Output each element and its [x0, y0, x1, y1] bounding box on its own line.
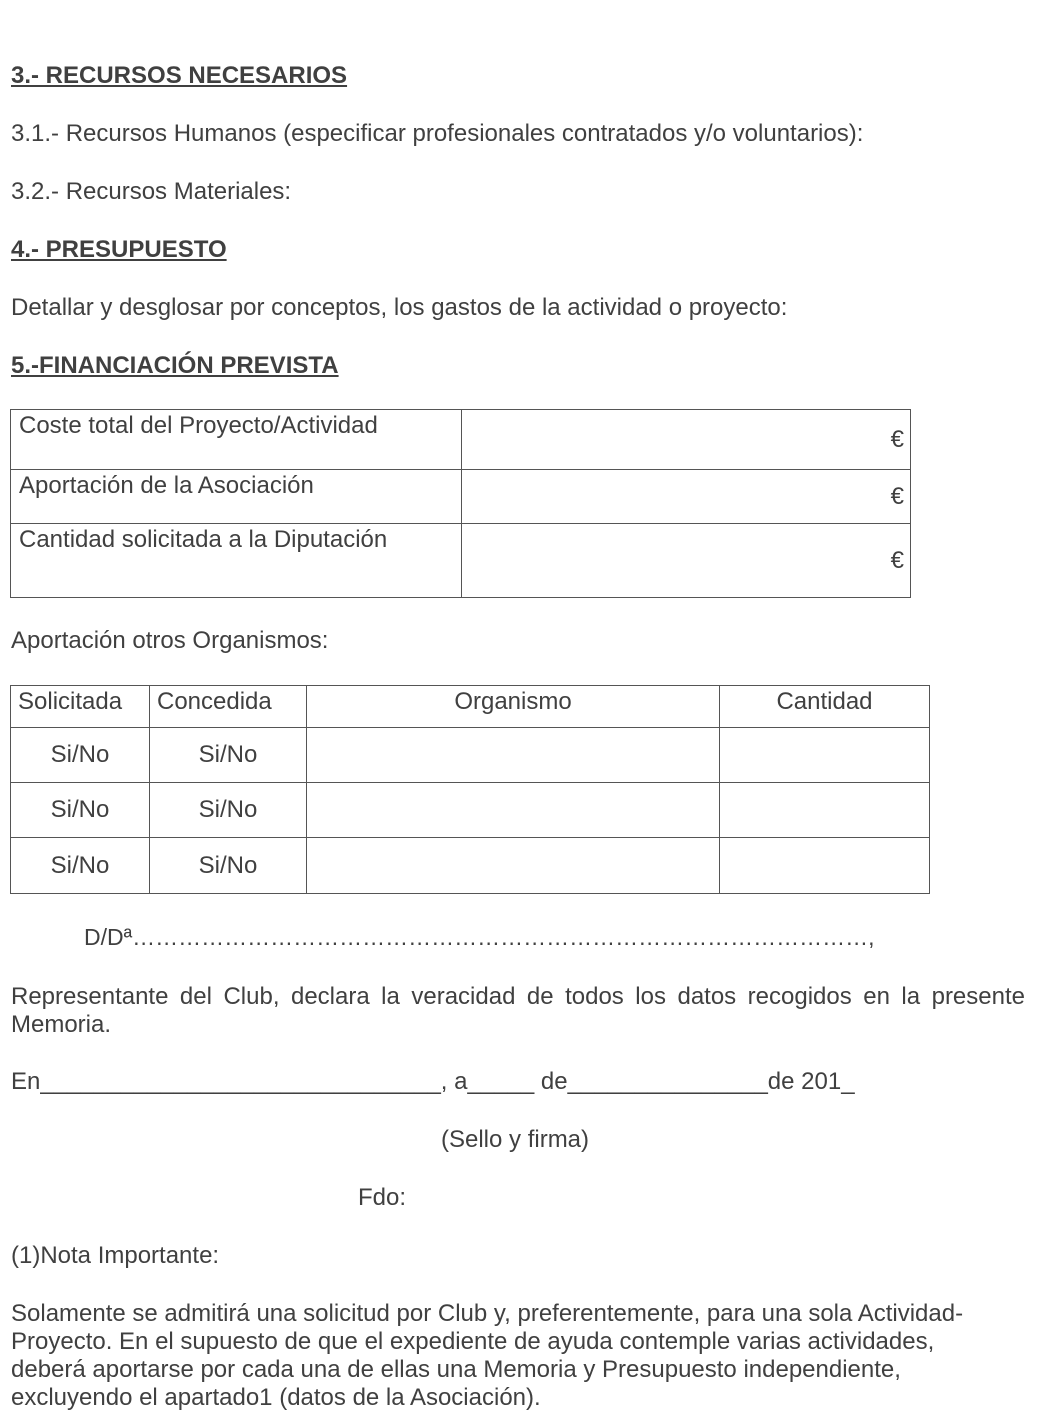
- financing-label: Aportación de la Asociación: [11, 470, 462, 524]
- section-3-2-text: 3.2.- Recursos Materiales:: [11, 178, 292, 205]
- euro-symbol: €: [890, 425, 904, 453]
- financing-table: [10, 409, 911, 598]
- note-title: (1)Nota Importante:: [11, 1242, 220, 1269]
- place-date-line: En______________________________, a_____ de_______________de 201_: [11, 1068, 855, 1095]
- financing-label: Cantidad solicitada a la Diputación: [11, 524, 462, 598]
- euro-symbol: €: [890, 482, 904, 510]
- name-line: D/Dª……………………………………………………………………………………,: [84, 924, 875, 950]
- concedida-cell[interactable]: Si/No: [150, 783, 307, 838]
- other-orgs-label: Aportación otros Organismos:: [11, 627, 329, 654]
- section-4-heading: 4.- PRESUPUESTO: [11, 236, 227, 263]
- seal-signature-label: (Sello y firma): [441, 1126, 590, 1153]
- solicitada-cell[interactable]: Si/No: [11, 783, 150, 838]
- financing-amount-field[interactable]: [462, 410, 911, 470]
- solicitada-cell[interactable]: Si/No: [11, 728, 150, 783]
- financing-row: [11, 410, 911, 470]
- table-row: [11, 728, 930, 783]
- financing-row: [11, 470, 911, 524]
- financing-amount-field[interactable]: [462, 470, 911, 524]
- declaration-text: Representante del Club, declara la veracidad de todos los datos recogidos en la presente Memoria.: [11, 983, 1025, 1038]
- organismo-cell[interactable]: [307, 838, 720, 894]
- note-text: Solamente se admitirá una solicitud por Club y, preferentemente, para una sola Actividad-Proyecto. En el supuesto de que el expediente de ayuda contemple varias actividades, deberá aportarse por cada una de ellas una Memoria y Presupuesto independiente, excluyendo el apartado1 (datos de la Asociación).: [11, 1300, 964, 1411]
- header-organismo: Organismo: [307, 686, 720, 728]
- section-3-heading: 3.- RECURSOS NECESARIOS: [11, 62, 348, 89]
- other-orgs-table: [10, 685, 930, 894]
- financing-row: [11, 524, 911, 598]
- cantidad-cell[interactable]: [720, 783, 930, 838]
- signed-label: Fdo:: [358, 1184, 407, 1211]
- organismo-cell[interactable]: [307, 783, 720, 838]
- table-row: [11, 838, 930, 894]
- table-row: [11, 783, 930, 838]
- solicitada-cell[interactable]: Si/No: [11, 838, 150, 894]
- header-cantidad: Cantidad: [720, 686, 930, 728]
- financing-amount-field[interactable]: [462, 524, 911, 598]
- concedida-cell[interactable]: Si/No: [150, 838, 307, 894]
- cantidad-cell[interactable]: [720, 728, 930, 783]
- euro-symbol: €: [890, 546, 904, 574]
- organismo-cell[interactable]: [307, 728, 720, 783]
- header-solicitada: Solicitada: [11, 686, 150, 728]
- section-3-1-text: 3.1.- Recursos Humanos (especificar profesionales contratados y/o voluntarios):: [11, 120, 864, 147]
- concedida-cell[interactable]: Si/No: [150, 728, 307, 783]
- table-header-row: [11, 686, 930, 728]
- header-concedida: Concedida: [150, 686, 307, 728]
- section-5-heading: 5.-FINANCIACIÓN PREVISTA: [11, 352, 339, 379]
- section-4-text: Detallar y desglosar por conceptos, los gastos de la actividad o proyecto:: [11, 294, 788, 321]
- cantidad-cell[interactable]: [720, 838, 930, 894]
- financing-label: Coste total del Proyecto/Actividad: [11, 410, 462, 470]
